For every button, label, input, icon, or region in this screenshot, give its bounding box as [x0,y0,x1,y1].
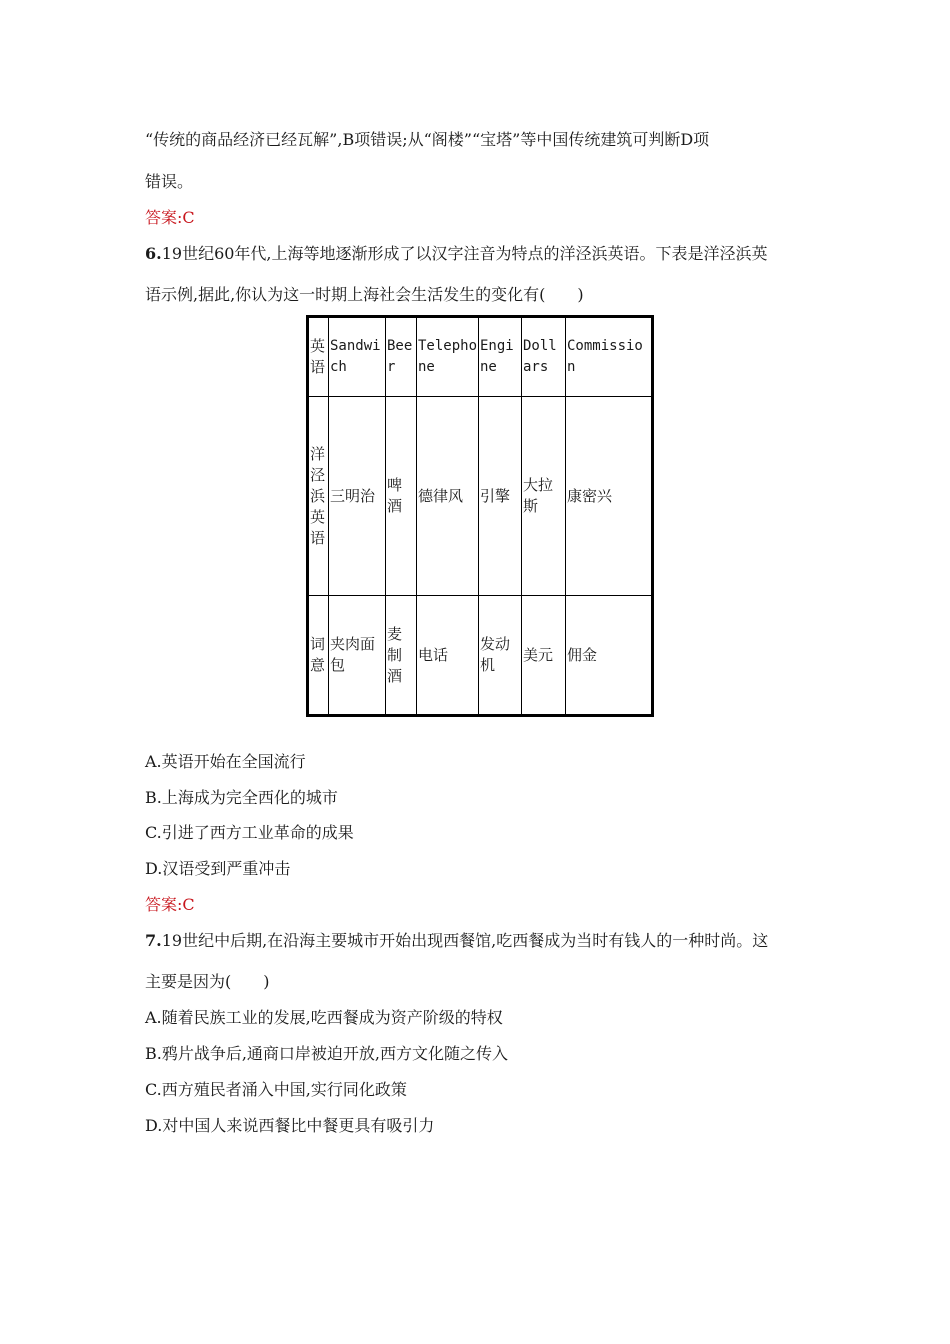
meaning-word: 发动机 [480,635,511,674]
pidgin-word: 三明治 [330,486,376,505]
q7-option-d: D.对中国人来说西餐比中餐更具有吸引力 [145,1116,435,1135]
pidgin-english-table [306,315,654,717]
explanation-line-2: 错误。 [145,172,194,191]
q7-stem-line-2: 主要是因为( ) [145,972,270,991]
row-header-meaning: 词意 [310,635,326,674]
meaning-word: 佣金 [567,645,598,664]
english-word: Commission [567,338,643,375]
q7-option-a: A.随着民族工业的发展,吃西餐成为资产阶级的特权 [145,1008,503,1027]
meaning-word: 电话 [418,645,449,664]
q7-option-c: C.西方殖民者涌入中国,实行同化政策 [145,1080,407,1099]
q7-stem-text-1: 19世纪中后期,在沿海主要城市开始出现西餐馆,吃西餐成为当时有钱人的一种时尚。这 [161,931,769,950]
q7-option-b: B.鸦片战争后,通商口岸被迫开放,西方文化随之传入 [145,1044,509,1063]
pidgin-word: 啤酒 [387,476,403,515]
q6-stem-line-2: 语示例,据此,你认为这一时期上海社会生活发生的变化有( ) [145,285,584,304]
prev-answer: 答案:C [145,208,195,227]
q6-option-b: B.上海成为完全西化的城市 [145,788,338,807]
explanation-line-1: “传统的商品经济已经瓦解”,B项错误;从“阁楼”“宝塔”等中国传统建筑可判断D项 [145,130,710,149]
meaning-word: 夹肉面包 [330,635,376,674]
q6-option-c: C.引进了西方工业革命的成果 [145,823,354,842]
pidgin-word: 康密兴 [567,486,613,505]
q7-stem-line-1 [145,928,768,951]
pidgin-word: 引擎 [480,486,511,505]
english-word: Beer [387,338,413,375]
row-header-english: 英语 [310,337,326,376]
meaning-word: 麦制酒 [387,624,403,685]
q6-option-a: A.英语开始在全国流行 [145,752,306,771]
meaning-word: 美元 [523,645,554,664]
pidgin-word: 大拉斯 [523,476,554,515]
english-word: Dollars [523,338,557,375]
q7-number: 7. [145,931,162,950]
row-header-pidgin: 洋泾浜英语 [310,444,326,547]
pidgin-word: 德律风 [418,486,464,505]
q6-stem-line-1 [145,241,768,264]
q6-answer: 答案:C [145,895,195,914]
q6-number: 6. [145,244,162,263]
english-word: Telephone [418,338,477,375]
q6-stem-text-1: 19世纪60年代,上海等地逐渐形成了以汉字注音为特点的洋泾浜英语。下表是洋泾浜英 [161,244,768,263]
english-word: Engine [480,338,514,375]
q6-option-d: D.汉语受到严重冲击 [145,859,291,878]
english-word: Sandwich [330,338,381,375]
